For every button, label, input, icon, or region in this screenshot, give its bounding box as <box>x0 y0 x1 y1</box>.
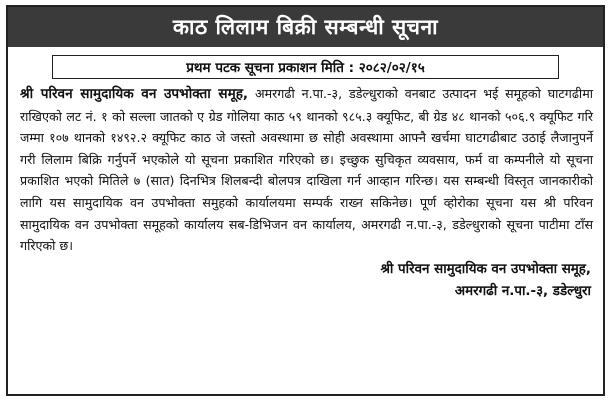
notice-body-text: अमरगढी न.पा.-३, डडेल्धुराको वनबाट उत्पादन भई समूहको घाटगढीमा राखिएको लट नं. १ को सल्ला जातको ए ग्रेड गोलिया काठ ५९ थानको ९८५.३ क्यूफिट, बी ग्रेड ४८ थानको ५०६.९ क्यूफिट गरि जम्मा १०७ थानको १४९२.२ क्यूफिट काठ जे जस्तो अवस्थामा छ सोही अवस्थामा आफ्नै खर्चमा घाटगढीबाट उठाई लैजानुपर्ने गरी लिलाम बिक्रि गर्नुपर्ने भएकोले यो सूचना प्रकाशित गरिएको छ। इच्छुक सुचिकृत व्यवसाय, फर्म वा कम्पनीले यो सूचना प्रकाशित भएको मितिले ७ (सात) दिनभित्र शिलबन्दी बोलपत्र दाखिला गर्न आव्हान गरिन्छ। यस सम्बन्धी विस्तृत जानकारीको लागि यस सामुदायिक वन उपभोक्ता समुहको कार्यालयमा सम्पर्क राख्न सकिनेछ। पूर्ण व्होरोका सूचना यस श्री परिवन सामुदायिक वन उपभोक्ता समूहको कार्यालय सब-डिभिजन वन कार्यालय, अमरगढी न.पा.-३, डडेल्धुराको सूचना पाटीमा टाँस गरिएको छ। <box>20 86 593 254</box>
signature-block <box>8 259 591 303</box>
notice-title-bar <box>8 7 603 47</box>
publication-date: प्रथम पटक सूचना प्रकाशन मिति : २०८२/०२/१५ <box>186 60 425 76</box>
notice-title: काठ लिलाम बिक्री सम्बन्धी सूचना <box>172 15 439 39</box>
publication-date-box <box>52 55 559 79</box>
signature-organization: श्री परिवन सामुदायिक वन उपभोक्ता समूह, <box>380 261 591 277</box>
signature-address: अमरगढी न.पा.-३, डडेल्धुरा <box>454 283 591 299</box>
notice-body <box>20 83 593 257</box>
notice-lead: श्री परिवन सामुदायिक वन उपभोक्ता समूह, <box>20 86 249 102</box>
notice-box <box>6 5 605 396</box>
